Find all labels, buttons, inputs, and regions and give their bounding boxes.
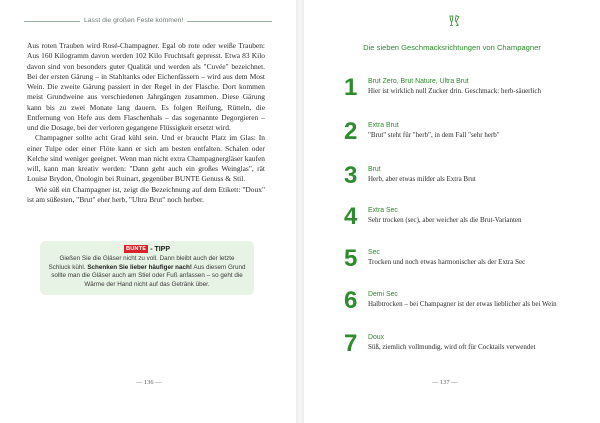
item-number: 3	[344, 162, 358, 189]
tip-label: - TIPP	[150, 246, 171, 253]
bunte-logo: BUNTE	[125, 246, 147, 252]
flavor-item	[344, 74, 584, 111]
item-name: Brut	[368, 166, 381, 173]
running-head-label: Lasst die großen Feste kommen!	[80, 14, 187, 28]
flavor-item	[344, 245, 584, 282]
item-name: Sec	[368, 249, 380, 256]
item-number: 6	[344, 287, 358, 314]
item-number: 1	[344, 74, 358, 101]
item-name: Doux	[368, 334, 385, 341]
item-description: Halbtrocken – bei Champagner ist der etwas lieblicher als bei Wein	[368, 300, 557, 308]
body-text	[27, 41, 265, 205]
item-description: "Brut" steht für "herb", in dem Fall "sehr herb"	[368, 131, 500, 139]
paragraph: Aus roten Trauben wird Rosé-Champagner. Egal ob rote oder weiße Trauben: Aus 160 Kilogramm davon werden 102 Kilo Fruchtsaft gepresst. Etwa 83 Kilo davon sind von besonders guter Qualität und werden als "Cuvée" bezeichnet. Bei der ersten Gärung – in Stahltanks oder Eichenfässern – wird aus dem Most Wein. Die zweite Gärung passiert in der Regel in der Flasche. Dort kommen meist Grundweine aus verschiedenen Jahrgängen zusammen. Diese Gärung kann bis zu zwei Monate lang dauern. Es folgen Reifung, Rütteln, die Entfernung von Hefe aus dem Flaschenhals – das sogenannte Degorgieren – und die Dosage, bei der verloren gegangene Flüssigkeit ersetzt wird.	[27, 41, 265, 132]
tip-text-part: Aus diesem Grund sollte man die Gläser auch am Stiel oder Fuß anfassen – so geht die Wärme der Hand nicht auf das Getränk über.	[51, 263, 246, 288]
tip-header	[40, 245, 254, 253]
item-description: Hier ist wirklich null Zucker drin. Geschmack: herb-säuerlich	[368, 87, 541, 95]
tip-text	[48, 255, 246, 289]
item-description: Süß, ziemlich vollmundig, wird oft für Cocktails verwendet	[368, 343, 536, 351]
item-name: Brut Zero, Brut Nature, Ultra Brut	[368, 78, 469, 85]
flavor-item	[344, 287, 584, 324]
item-name: Extra Brut	[368, 122, 399, 129]
tip-text-part: Gießen Sie die Gläser nicht zu voll. Dann bleibt auch der letzte Schluck kühl.	[48, 255, 235, 271]
item-name: Demi Sec	[368, 291, 398, 298]
item-number: 5	[344, 245, 358, 272]
item-description: Herb, aber etwas milder als Extra Brut	[368, 175, 476, 183]
item-number: 7	[344, 330, 358, 357]
flavor-item	[344, 162, 584, 199]
running-head	[24, 14, 272, 28]
page-number: — 137 —	[432, 379, 458, 386]
tip-text-bold: Schenken Sie lieber häufiger nach!	[87, 263, 192, 271]
item-number: 2	[344, 118, 358, 145]
book-gutter	[296, 0, 304, 423]
paragraph: Wie süß ein Champagner ist, zeigt die Bezeichnung auf dem Etikett: "Doux" ist am süßesten, "Brut" eher herb, "Ultra Brut" noch herber.	[27, 184, 265, 204]
flavor-item	[344, 118, 584, 155]
page-number: — 136 —	[136, 379, 162, 386]
champagne-glasses-icon	[447, 15, 461, 27]
tip-box	[40, 241, 254, 295]
section-title: Die sieben Geschmacksrichtungen von Champagner	[363, 43, 541, 52]
flavor-item	[344, 203, 584, 240]
item-name: Extra Sec	[368, 207, 398, 214]
left-page	[0, 0, 296, 423]
flavor-item	[344, 330, 584, 367]
item-number: 4	[344, 203, 358, 230]
paragraph: Champagner sollte acht Grad kühl sein. Und er braucht Platz im Glas: In einer Tulpe oder einer Flöte kann er sich am besten entfalten. Schalen oder Kelche sind weniger geeignet. Wenn man nicht extra Champagnergläser kaufen will, kann man kreativ werden: "Dann geht auch ein großes Weinglas", rät Louise Brydon, Önologin bei Ruinart, gegenüber BUNTE Genuss & Stil.	[27, 133, 265, 184]
item-description: Sehr trocken (sec), aber weicher als die Brut-Varianten	[368, 216, 522, 224]
right-page	[304, 0, 600, 423]
item-description: Trocken und noch etwas harmonischer als der Extra Sec	[368, 258, 526, 266]
